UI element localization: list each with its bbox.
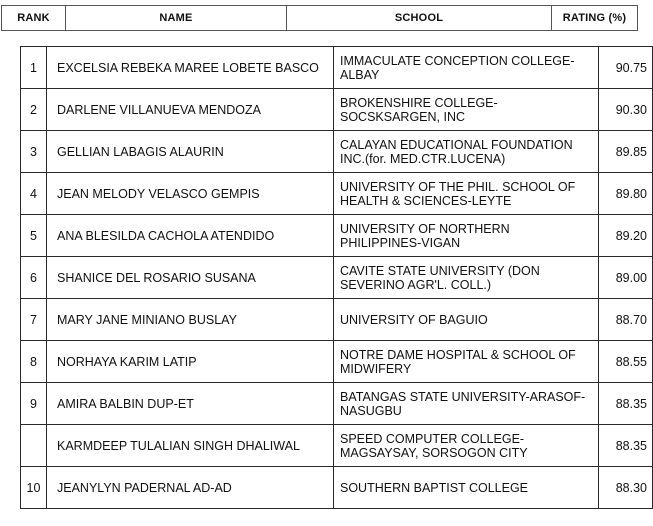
table-row xyxy=(21,341,653,383)
name-cell: JEAN MELODY VELASCO GEMPIS xyxy=(47,173,334,215)
school-cell: IMMACULATE CONCEPTION COLLEGE-ALBAY xyxy=(334,47,599,89)
school-cell: CALAYAN EDUCATIONAL FOUNDATION INC.(for. MED.CTR.LUCENA) xyxy=(334,131,599,173)
header-name: NAME xyxy=(66,6,287,31)
table-row xyxy=(21,47,653,89)
name-cell: SHANICE DEL ROSARIO SUSANA xyxy=(47,257,334,299)
rating-cell: 89.80 xyxy=(599,173,653,215)
school-cell: UNIVERSITY OF NORTHERN PHILIPPINES-VIGAN xyxy=(334,215,599,257)
header-rank: RANK xyxy=(2,6,66,31)
header-row xyxy=(2,6,638,31)
rating-cell: 88.55 xyxy=(599,341,653,383)
name-cell: GELLIAN LABAGIS ALAURIN xyxy=(47,131,334,173)
rating-cell: 89.20 xyxy=(599,215,653,257)
rating-cell: 89.00 xyxy=(599,257,653,299)
table-row xyxy=(21,89,653,131)
name-cell: ANA BLESILDA CACHOLA ATENDIDO xyxy=(47,215,334,257)
rank-cell: 4 xyxy=(21,173,47,215)
school-cell: BROKENSHIRE COLLEGE-SOCSKSARGEN, INC xyxy=(334,89,599,131)
name-cell: NORHAYA KARIM LATIP xyxy=(47,341,334,383)
table-row xyxy=(21,215,653,257)
table-row xyxy=(21,425,653,467)
school-cell: UNIVERSITY OF THE PHIL. SCHOOL OF HEALTH & SCIENCES-LEYTE xyxy=(334,173,599,215)
name-cell: AMIRA BALBIN DUP-ET xyxy=(47,383,334,425)
table-row xyxy=(21,131,653,173)
rating-cell: 88.70 xyxy=(599,299,653,341)
rating-cell: 88.35 xyxy=(599,425,653,467)
rank-cell: 6 xyxy=(21,257,47,299)
rating-cell: 89.85 xyxy=(599,131,653,173)
name-cell: JEANYLYN PADERNAL AD-AD xyxy=(47,467,334,509)
school-cell: CAVITE STATE UNIVERSITY (DON SEVERINO AGR'L. COLL.) xyxy=(334,257,599,299)
header-school: SCHOOL xyxy=(287,6,552,31)
rating-cell: 90.30 xyxy=(599,89,653,131)
rank-cell: 9 xyxy=(21,383,47,425)
school-cell: UNIVERSITY OF BAGUIO xyxy=(334,299,599,341)
school-cell: BATANGAS STATE UNIVERSITY-ARASOF-NASUGBU xyxy=(334,383,599,425)
name-cell: MARY JANE MINIANO BUSLAY xyxy=(47,299,334,341)
school-cell: NOTRE DAME HOSPITAL & SCHOOL OF MIDWIFERY xyxy=(334,341,599,383)
name-cell: DARLENE VILLANUEVA MENDOZA xyxy=(47,89,334,131)
results-table xyxy=(20,46,653,509)
rank-cell: 10 xyxy=(21,467,47,509)
table-row xyxy=(21,257,653,299)
rank-cell: 8 xyxy=(21,341,47,383)
rank-cell: 7 xyxy=(21,299,47,341)
rank-cell xyxy=(21,425,47,467)
rank-cell: 3 xyxy=(21,131,47,173)
rank-cell: 5 xyxy=(21,215,47,257)
table-row xyxy=(21,383,653,425)
table-row xyxy=(21,173,653,215)
rank-cell: 2 xyxy=(21,89,47,131)
name-cell: EXCELSIA REBEKA MAREE LOBETE BASCO xyxy=(47,47,334,89)
rating-cell: 90.75 xyxy=(599,47,653,89)
rating-cell: 88.30 xyxy=(599,467,653,509)
name-cell: KARMDEEP TULALIAN SINGH DHALIWAL xyxy=(47,425,334,467)
rating-cell: 88.35 xyxy=(599,383,653,425)
school-cell: SOUTHERN BAPTIST COLLEGE xyxy=(334,467,599,509)
table-row xyxy=(21,467,653,509)
rank-cell: 1 xyxy=(21,47,47,89)
table-row xyxy=(21,299,653,341)
column-header-table xyxy=(1,5,638,31)
results-body xyxy=(21,47,653,509)
school-cell: SPEED COMPUTER COLLEGE-MAGSAYSAY, SORSOGON CITY xyxy=(334,425,599,467)
header-rating: RATING (%) xyxy=(552,6,638,31)
